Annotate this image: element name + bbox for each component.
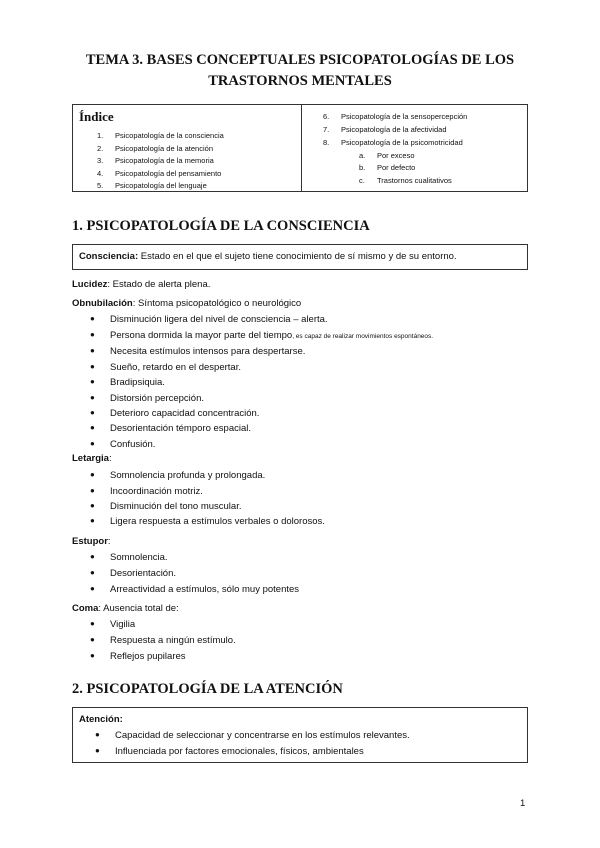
index-subitem: c. Trastornos cualitativos bbox=[359, 175, 452, 185]
term-coma: Coma: Ausencia total de: bbox=[72, 603, 179, 614]
index-divider bbox=[301, 105, 302, 191]
definition-text: Estado en el que el sujeto tiene conocimiento de sí mismo y de su entorno. bbox=[140, 251, 457, 262]
definition-box-consciencia bbox=[72, 244, 528, 270]
page-number: 1 bbox=[520, 798, 526, 809]
index-heading: Índice bbox=[79, 109, 114, 124]
index-box bbox=[72, 104, 528, 192]
index-item: 3. Psicopatología de la memoria bbox=[97, 156, 214, 165]
index-item: 4. Psicopatología del pensamiento bbox=[97, 168, 222, 178]
definition-box-atencion: Atención: ● Capacidad de seleccionar y concentrarse en los estímulos relevantes. ● Influenciada por factores emocionales, físicos, ambientales bbox=[72, 707, 528, 763]
index-item: 2. Psicopatología de la atención bbox=[97, 143, 213, 153]
section-heading-atencion: 2. PSICOPATOLOGÍA DE LA ATENCIÓN bbox=[72, 681, 343, 697]
index-subitem: b. Por defecto bbox=[359, 163, 416, 172]
term-letargia: Letargia: bbox=[72, 453, 112, 464]
index-item: 7. Psicopatología de la afectividad bbox=[323, 125, 447, 134]
term-obnubilacion: Obnubilación: Síntoma psicopatológico o neurológico bbox=[72, 298, 302, 309]
definition-term: Atención: bbox=[79, 714, 123, 725]
term-estupor: Estupor: bbox=[72, 536, 111, 547]
index-item: 5. Psicopatología del lenguaje bbox=[97, 181, 207, 190]
section-heading-consciencia: 1. PSICOPATOLOGÍA DE LA CONSCIENCIA bbox=[72, 218, 370, 234]
index-item: 6. Psicopatología de la sensopercepción bbox=[323, 112, 468, 121]
title-line-2: TRASTORNOS MENTALES bbox=[208, 73, 392, 89]
title-line-1: TEMA 3. BASES CONCEPTUALES PSICOPATOLOGÍAS DE LOS bbox=[85, 52, 515, 68]
page-title bbox=[70, 50, 530, 92]
index-item: 8. Psicopatología de la psicomotricidad bbox=[323, 138, 463, 147]
term-lucidez: Lucidez: Estado de alerta plena. bbox=[72, 279, 211, 290]
definition-term: Consciencia: bbox=[79, 251, 139, 262]
index-item: 1. Psicopatología de la consciencia bbox=[97, 131, 224, 140]
index-subitem: a. Por exceso bbox=[359, 150, 415, 160]
